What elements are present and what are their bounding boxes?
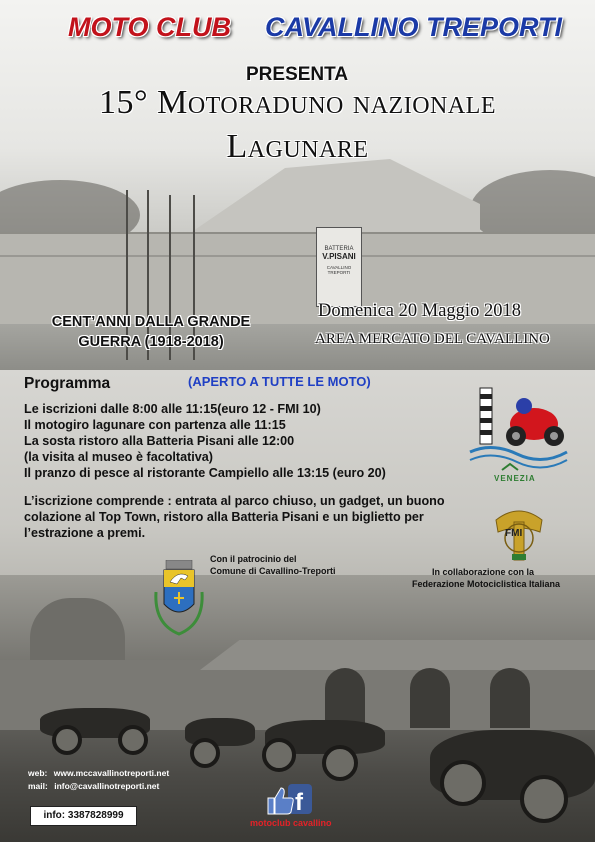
event-date: Domenica 20 Maggio 2018 bbox=[318, 301, 521, 321]
patronage-line1: Con il patrocinio del bbox=[210, 554, 297, 564]
includes-line3: l’estrazione a premi. bbox=[24, 526, 146, 540]
svg-text:f: f bbox=[295, 789, 303, 816]
fmi-logo-text: FMI bbox=[505, 528, 523, 539]
event-title-line2: Lagunare bbox=[226, 128, 369, 165]
wheel bbox=[520, 775, 568, 823]
programma-line: Il motogiro lagunare con partenza alle 11:15 bbox=[24, 418, 286, 432]
barracks-arch bbox=[490, 668, 530, 728]
barracks-arch bbox=[410, 668, 450, 728]
presenta-label: PRESENTA bbox=[246, 64, 349, 85]
club-name-left: MOTO CLUB bbox=[68, 12, 231, 42]
patronage-text bbox=[210, 553, 336, 577]
programma-line: La sosta ristoro alla Batteria Pisani alle 12:00 bbox=[24, 434, 295, 448]
venezia-motorcycle-logo-icon bbox=[462, 382, 572, 482]
web-contact bbox=[28, 768, 169, 778]
barracks-roof bbox=[200, 640, 595, 670]
collaboration-line1: In collaborazione con la bbox=[432, 567, 535, 577]
event-title-line1: 15° Motoraduno nazionale bbox=[98, 84, 497, 121]
anniversary-line1: CENT’ANNI DALLA GRANDE bbox=[51, 314, 251, 330]
facebook-like-icon[interactable] bbox=[266, 784, 314, 816]
web-label: web: bbox=[28, 768, 48, 778]
club-name-right: CAVALLINO TREPORTI bbox=[265, 12, 562, 42]
mail-label: mail: bbox=[28, 781, 48, 791]
info-phone-box: info: 3387828999 bbox=[30, 806, 137, 826]
anniversary-line2: GUERRA (1918-2018) bbox=[78, 334, 224, 350]
patronage-line2: Comune di Cavallino-Treporti bbox=[210, 566, 336, 576]
mail-contact bbox=[28, 781, 159, 791]
wheel bbox=[322, 745, 358, 781]
mail-link[interactable]: info@cavallinotreporti.net bbox=[54, 781, 160, 791]
includes-line2: colazione al Top Town, ristoro alla Batteria Pisani e un biglietto per bbox=[24, 510, 424, 524]
venezia-logo-text: VENEZIA bbox=[494, 474, 536, 483]
wheel bbox=[262, 738, 296, 772]
event-place: AREA MERCATO DEL CAVALLINO bbox=[315, 331, 550, 347]
battery-pisani-sign bbox=[316, 227, 362, 307]
bunker-ruin bbox=[30, 598, 125, 660]
fort-wall-line bbox=[0, 255, 595, 257]
web-link[interactable]: www.mccavallinotreporti.net bbox=[53, 768, 170, 778]
barracks-arch bbox=[325, 668, 365, 728]
programma-line: Il pranzo di pesce al ristorante Campiello alle 13:15 (euro 20) bbox=[24, 466, 386, 480]
programma-line: Le iscrizioni dalle 8:00 alle 11:15(euro 12 - FMI 10) bbox=[24, 402, 321, 416]
collaboration-text bbox=[412, 566, 560, 590]
programma-heading: Programma bbox=[24, 375, 111, 392]
open-to-all-note: (APERTO A TUTTE LE MOTO) bbox=[188, 374, 371, 389]
wheel bbox=[52, 725, 82, 755]
wheel bbox=[190, 738, 220, 768]
registration-includes bbox=[24, 493, 494, 541]
sign-line1: BATTERIA bbox=[324, 246, 354, 252]
sign-line2: V.PISANI bbox=[322, 252, 356, 261]
facebook-page-name[interactable]: motoclub cavallino bbox=[250, 818, 332, 828]
wheel bbox=[118, 725, 148, 755]
collaboration-line2: Federazione Motociclistica Italiana bbox=[412, 579, 561, 589]
includes-line1: L’iscrizione comprende : entrata al parco chiuso, un gadget, un buono bbox=[24, 494, 445, 508]
programma-line: (la visita al museo è facoltativa) bbox=[24, 450, 213, 464]
sign-line3: CAVALLINO TREPORTI bbox=[326, 265, 352, 275]
cavallino-treporti-crest-icon bbox=[148, 560, 210, 642]
programma-list bbox=[24, 401, 444, 481]
wheel bbox=[440, 760, 486, 806]
anniversary-text bbox=[32, 312, 270, 352]
